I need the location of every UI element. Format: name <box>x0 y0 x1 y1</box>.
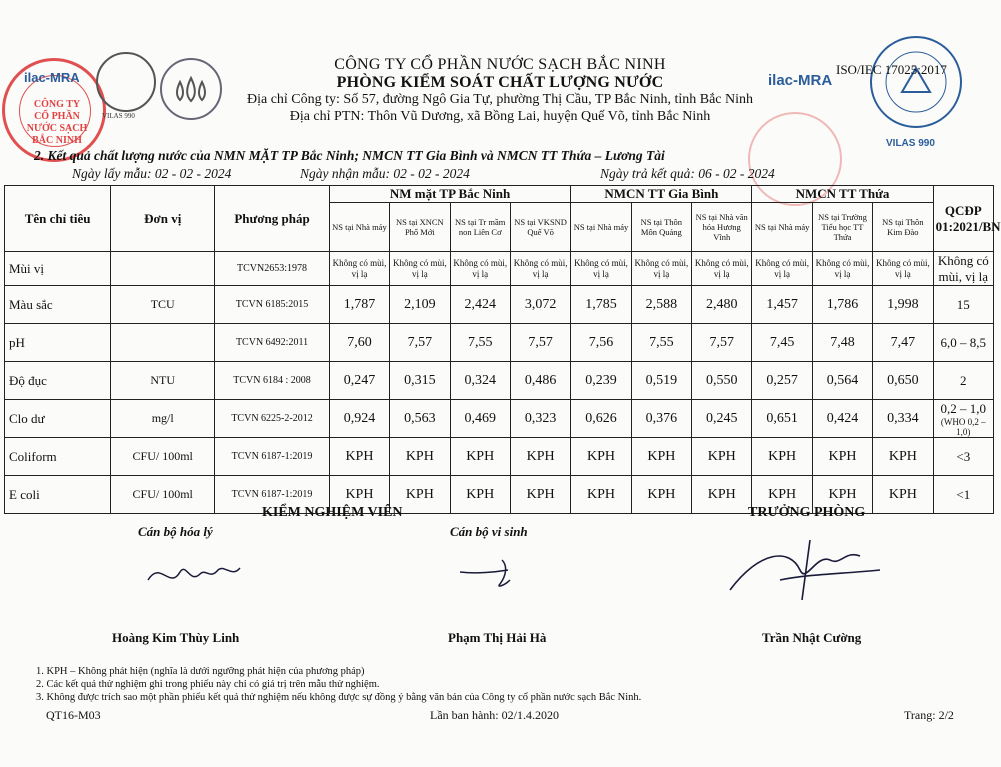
value-cell: 1,786 <box>812 286 872 324</box>
value-cell: 7,48 <box>812 324 872 362</box>
table-row <box>5 324 994 362</box>
head-name: Trần Nhật Cường <box>762 630 862 645</box>
unit-cell: mg/l <box>111 400 215 438</box>
value-cell: 0,486 <box>510 362 570 400</box>
receive-date: Ngày nhận mẫu: 02 - 02 - 2024 <box>300 166 470 181</box>
value-cell: Không có mùi, vị lạ <box>390 252 450 286</box>
vilas-label-left: VILAS 990 <box>102 112 135 120</box>
unit-cell: CFU/ 100ml <box>111 476 215 514</box>
form-code: QT16-M03 <box>46 708 101 722</box>
value-cell: Không có mùi, vị lạ <box>873 252 933 286</box>
value-cell: 7,55 <box>450 324 510 362</box>
value-cell: KPH <box>873 476 933 514</box>
method-cell: TCVN 6184 : 2008 <box>215 362 330 400</box>
group-header-thua: NMCN TT Thứa <box>752 186 933 203</box>
site-header: NS tại VKSND Quế Võ <box>510 203 570 252</box>
site-header: NS tại Thôn Kim Đào <box>873 203 933 252</box>
standard-cell <box>933 362 993 400</box>
signature-chem-icon <box>140 550 250 600</box>
standard-value: <1 <box>956 486 971 502</box>
value-cell: 0,324 <box>450 362 510 400</box>
issue-info: Lần ban hành: 02/1.4.2020 <box>430 708 559 722</box>
value-cell: KPH <box>873 438 933 476</box>
site-header: NS tại Nhà máy <box>329 203 389 252</box>
note-item: 1. KPH – Không phát hiện (nghĩa là dưới ngưỡng phát hiện của phương pháp) <box>36 666 365 677</box>
micro-role: Cán bộ vi sinh <box>450 524 528 539</box>
unit-cell: CFU/ 100ml <box>111 438 215 476</box>
standard-value: Không có mùi, vị lạ <box>937 252 989 284</box>
vilas-label-right: VILAS 990 <box>886 138 935 149</box>
method-cell: TCVN 6492:2011 <box>215 324 330 362</box>
micro-name: Phạm Thị Hải Hà <box>448 630 547 645</box>
value-cell: 7,57 <box>390 324 450 362</box>
value-cell: 0,245 <box>692 400 752 438</box>
value-cell: KPH <box>510 476 570 514</box>
value-cell: KPH <box>329 476 389 514</box>
standard-value: <3 <box>956 448 971 464</box>
table-row <box>5 438 994 476</box>
value-cell: 7,57 <box>692 324 752 362</box>
standard-cell <box>933 400 993 438</box>
value-cell: KPH <box>450 438 510 476</box>
value-cell: 0,924 <box>329 400 389 438</box>
method-cell: TCVN 6187-1:2019 <box>215 438 330 476</box>
company-name: CÔNG TY CỔ PHẦN NƯỚC SẠCH BẮC NINH <box>334 56 666 73</box>
value-cell: 0,563 <box>390 400 450 438</box>
value-cell: 2,424 <box>450 286 510 324</box>
note-item: 3. Không được trích sao một phần phiếu kết quả thử nghiệm nếu không được sự đồng ý bằng văn bản của Công ty cổ phần nước sạch Bắc Ninh. <box>36 692 642 703</box>
standard-cell <box>933 286 993 324</box>
value-cell: Không có mùi, vị lạ <box>631 252 691 286</box>
value-cell: KPH <box>631 438 691 476</box>
standard-cell <box>933 438 993 476</box>
value-cell: 7,47 <box>873 324 933 362</box>
col-indicator-header: Tên chỉ tiêu <box>5 186 111 252</box>
value-cell: 2,109 <box>390 286 450 324</box>
standard-cell <box>933 252 993 286</box>
value-cell: 0,247 <box>329 362 389 400</box>
iso-label: ISO/IEC 17025:2017 <box>836 62 947 77</box>
ilac-mra-logo-right: ilac-MRA <box>768 72 833 89</box>
group-header-gia-binh: NMCN TT Gia Bình <box>571 186 752 203</box>
method-cell: TCVN2653:1978 <box>215 252 330 286</box>
table-row <box>5 286 994 324</box>
col-unit-header: Đơn vị <box>111 186 215 252</box>
standard-value: 0,2 – 1,0 <box>940 400 987 416</box>
value-cell: KPH <box>812 476 872 514</box>
value-cell: KPH <box>390 476 450 514</box>
indicator-cell: Coliform <box>5 438 111 476</box>
indicator-cell: pH <box>5 324 111 362</box>
note-item: 2. Các kết quả thử nghiệm ghi trong phiếu này chỉ có giá trị trên mẫu thử nghiệm. <box>36 679 380 690</box>
group-header-bac-ninh: NM mặt TP Bắc Ninh <box>329 186 571 203</box>
company-red-stamp: CÔNG TY CỔ PHẦN NƯỚC SẠCH BẮC NINH <box>2 58 106 162</box>
sample-date: Ngày lấy mẫu: 02 - 02 - 2024 <box>72 166 232 181</box>
value-cell: 7,57 <box>510 324 570 362</box>
value-cell: 3,072 <box>510 286 570 324</box>
result-date: Ngày trả kết quả: 06 - 02 - 2024 <box>600 166 775 181</box>
value-cell: 2,480 <box>692 286 752 324</box>
value-cell: KPH <box>450 476 510 514</box>
value-cell: KPH <box>631 476 691 514</box>
value-cell: 0,257 <box>752 362 812 400</box>
site-header: NS tại Trường Tiểu học TT Thứa <box>812 203 872 252</box>
value-cell: 1,998 <box>873 286 933 324</box>
site-header: NS tại XNCN Phố Mới <box>390 203 450 252</box>
site-header: NS tại Nhà văn hóa Hương Vĩnh <box>692 203 752 252</box>
value-cell: Không có mùi, vị lạ <box>571 252 631 286</box>
value-cell: 7,45 <box>752 324 812 362</box>
indicator-cell: Clo dư <box>5 400 111 438</box>
value-cell: 0,315 <box>390 362 450 400</box>
standard-cell <box>933 476 993 514</box>
indicator-cell: Mùi vị <box>5 252 111 286</box>
value-cell: KPH <box>571 476 631 514</box>
method-cell: TCVN 6185:2015 <box>215 286 330 324</box>
site-header: NS tại Thôn Môn Quảng <box>631 203 691 252</box>
value-cell: 7,56 <box>571 324 631 362</box>
unit-cell <box>111 324 215 362</box>
value-cell: 0,651 <box>752 400 812 438</box>
value-cell: 2,588 <box>631 286 691 324</box>
col-method-header: Phương pháp <box>215 186 330 252</box>
signature-head-icon <box>720 530 890 610</box>
value-cell: 0,519 <box>631 362 691 400</box>
value-cell: 0,469 <box>450 400 510 438</box>
head-title: TRƯỞNG PHÒNG <box>748 505 866 520</box>
unit-cell: NTU <box>111 362 215 400</box>
value-cell: KPH <box>752 476 812 514</box>
col-standard-header: QCĐP 01:2021/BN <box>933 186 993 252</box>
value-cell: Không có mùi, vị lạ <box>812 252 872 286</box>
table-row <box>5 400 994 438</box>
value-cell: KPH <box>752 438 812 476</box>
value-cell: 0,550 <box>692 362 752 400</box>
standard-value: 2 <box>960 372 967 388</box>
value-cell: KPH <box>329 438 389 476</box>
indicator-cell: E coli <box>5 476 111 514</box>
value-cell: Không có mùi, vị lạ <box>329 252 389 286</box>
company-address: Địa chỉ Công ty: Số 57, đường Ngô Gia Tự, phường Thị Cầu, TP Bắc Ninh, tỉnh Bắc Ninh <box>246 92 754 107</box>
indicator-cell: Màu sắc <box>5 286 111 324</box>
site-header: NS tại Tr mầm non Liên Cơ <box>450 203 510 252</box>
lab-name: PHÒNG KIỂM SOÁT CHẤT LƯỢNG NƯỚC <box>336 74 664 91</box>
site-header: NS tại Nhà máy <box>752 203 812 252</box>
value-cell: Không có mùi, vị lạ <box>450 252 510 286</box>
site-header: NS tại Nhà máy <box>571 203 631 252</box>
chem-role: Cán bộ hóa lý <box>138 524 213 539</box>
ilac-mra-logo-left: ilac-MRA <box>24 70 80 85</box>
value-cell: 1,457 <box>752 286 812 324</box>
standard-note: (WHO 0,2 – 1,0) <box>940 416 986 437</box>
section-title: 2. Kết quả chất lượng nước của NMN MẶT TP Bắc Ninh; NMCN TT Gia Bình và NMCN TT Thứa – Lương Tài <box>34 148 665 163</box>
table-row <box>5 362 994 400</box>
standard-cell <box>933 324 993 362</box>
value-cell: KPH <box>510 438 570 476</box>
value-cell: 0,323 <box>510 400 570 438</box>
value-cell: 0,239 <box>571 362 631 400</box>
method-cell: TCVN 6187-1:2019 <box>215 476 330 514</box>
unit-cell <box>111 252 215 286</box>
value-cell: KPH <box>692 476 752 514</box>
value-cell: KPH <box>571 438 631 476</box>
chem-name: Hoàng Kim Thùy Linh <box>112 630 240 645</box>
value-cell: 7,55 <box>631 324 691 362</box>
value-cell: 0,376 <box>631 400 691 438</box>
value-cell: 0,334 <box>873 400 933 438</box>
value-cell: 0,650 <box>873 362 933 400</box>
indicator-cell: Độ đục <box>5 362 111 400</box>
table-row <box>5 252 994 286</box>
value-cell: 0,626 <box>571 400 631 438</box>
value-cell: Không có mùi, vị lạ <box>510 252 570 286</box>
standard-value: 6,0 – 8,5 <box>940 334 987 350</box>
unit-cell: TCU <box>111 286 215 324</box>
standard-value: 15 <box>956 296 970 312</box>
value-cell: KPH <box>390 438 450 476</box>
results-table <box>4 185 1001 514</box>
value-cell: KPH <box>692 438 752 476</box>
value-cell: 0,424 <box>812 400 872 438</box>
value-cell: KPH <box>812 438 872 476</box>
signature-micro-icon <box>456 552 536 592</box>
method-cell: TCVN 6225-2-2012 <box>215 400 330 438</box>
value-cell: 1,787 <box>329 286 389 324</box>
value-cell: 1,785 <box>571 286 631 324</box>
value-cell: 7,60 <box>329 324 389 362</box>
value-cell: 0,564 <box>812 362 872 400</box>
value-cell: Không có mùi, vị lạ <box>692 252 752 286</box>
page-number: Trang: 2/2 <box>904 708 954 722</box>
value-cell: Không có mùi, vị lạ <box>752 252 812 286</box>
inspector-title: KIỂM NGHIỆM VIÊN <box>262 505 403 520</box>
lab-address: Địa chỉ PTN: Thôn Vũ Dương, xã Bồng Lai, huyện Quế Võ, tỉnh Bắc Ninh <box>289 109 711 124</box>
